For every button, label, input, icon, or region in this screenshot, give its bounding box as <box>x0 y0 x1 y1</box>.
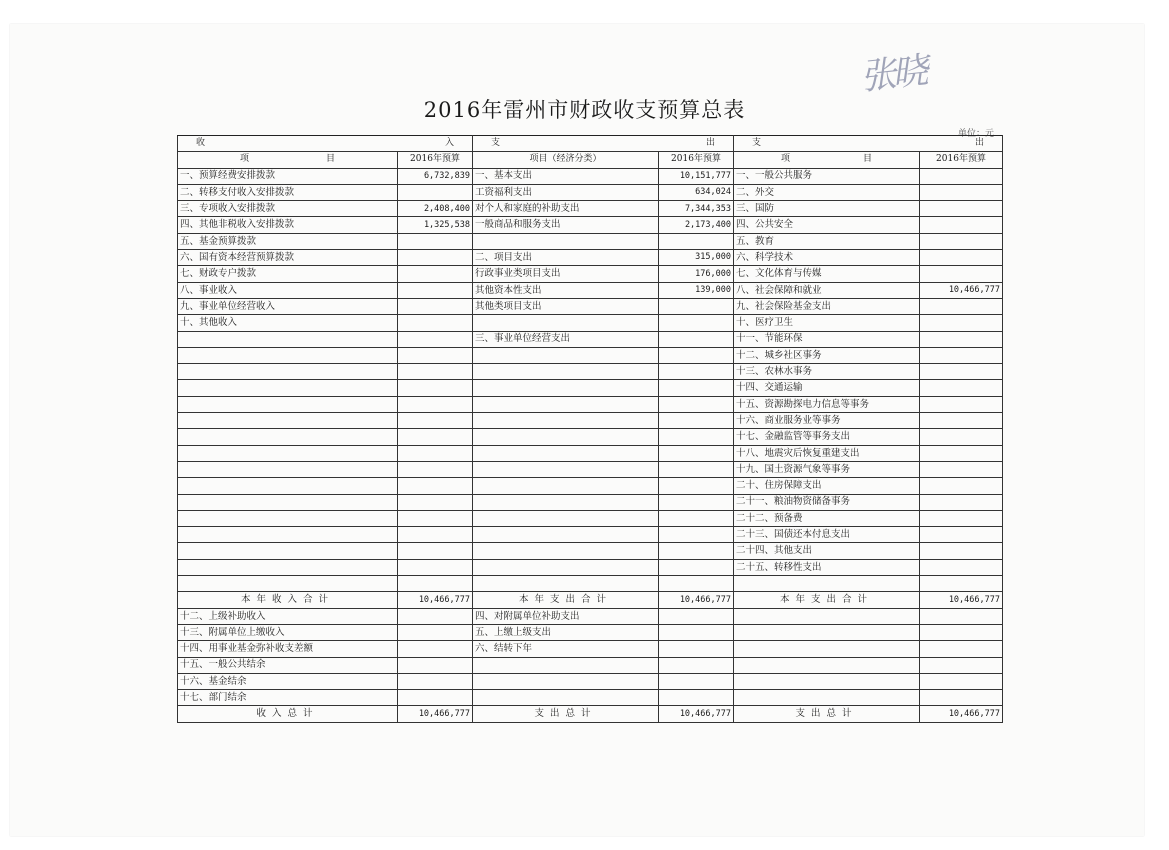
income-item-cell: 一、预算经费安排拨款 <box>178 168 398 184</box>
income-budget-cell <box>398 494 473 510</box>
table-row <box>178 576 1003 592</box>
func-budget-cell <box>920 641 1003 657</box>
func-item-cell: 十六、商业服务业等事务 <box>734 413 920 429</box>
table-row <box>178 510 1003 526</box>
econ-item-cell <box>473 510 659 526</box>
func-item-cell: 十七、金融监管等事务支出 <box>734 429 920 445</box>
income-item-cell <box>178 347 398 363</box>
table-row <box>178 543 1003 559</box>
econ-budget-cell <box>659 608 734 624</box>
table-row <box>178 429 1003 445</box>
table-row <box>178 641 1003 657</box>
econ-item-cell: 对个人和家庭的补助支出 <box>473 201 659 217</box>
econ-budget-cell <box>659 315 734 331</box>
econ-budget-cell <box>659 298 734 314</box>
table-row <box>178 364 1003 380</box>
econ-item-cell <box>473 364 659 380</box>
income-item-cell: 十五、一般公共结余 <box>178 657 398 673</box>
func-budget-cell <box>920 608 1003 624</box>
income-item-cell <box>178 413 398 429</box>
expense-func-section-header: 支 出 <box>734 136 1003 152</box>
table-row <box>178 233 1003 249</box>
income-item-cell <box>178 478 398 494</box>
econ-item-cell: 行政事业类项目支出 <box>473 266 659 282</box>
econ-item-cell <box>473 543 659 559</box>
income-item-cell <box>178 559 398 575</box>
econ-item-cell: 一般商品和服务支出 <box>473 217 659 233</box>
econ-budget-cell: 10,466,777 <box>659 592 734 608</box>
income-budget-cell <box>398 331 473 347</box>
income-budget-cell: 2,408,400 <box>398 201 473 217</box>
func-item-cell <box>734 673 920 689</box>
func-item-cell: 支出总计 <box>734 706 920 722</box>
table-row <box>178 413 1003 429</box>
econ-item-cell <box>473 478 659 494</box>
table-row <box>178 592 1003 608</box>
header-row-columns <box>178 152 1003 168</box>
func-item-cell: 五、教育 <box>734 233 920 249</box>
func-item-cell <box>734 608 920 624</box>
income-budget-cell <box>398 576 473 592</box>
econ-budget-cell <box>659 364 734 380</box>
func-item-cell: 十一、节能环保 <box>734 331 920 347</box>
table-row <box>178 396 1003 412</box>
col-header-econ-budget: 2016年预算 <box>659 152 734 168</box>
table-row <box>178 331 1003 347</box>
econ-item-cell: 本年支出合计 <box>473 592 659 608</box>
income-item-cell: 十、其他收入 <box>178 315 398 331</box>
income-budget-cell <box>398 510 473 526</box>
func-item-cell: 二十、住房保障支出 <box>734 478 920 494</box>
income-budget-cell <box>398 233 473 249</box>
func-item-cell: 二、外交 <box>734 184 920 200</box>
econ-budget-cell <box>659 494 734 510</box>
econ-budget-cell: 7,344,353 <box>659 201 734 217</box>
func-budget-cell <box>920 527 1003 543</box>
func-item-cell: 本年支出合计 <box>734 592 920 608</box>
handwritten-signature: 张晓 <box>858 50 927 99</box>
table-row <box>178 250 1003 266</box>
income-item-cell <box>178 576 398 592</box>
func-budget-cell: 10,466,777 <box>920 282 1003 298</box>
func-budget-cell <box>920 559 1003 575</box>
col-header-econ-item: 项目（经济分类） <box>473 152 659 168</box>
econ-item-cell: 三、事业单位经营支出 <box>473 331 659 347</box>
func-item-cell: 十三、农林水事务 <box>734 364 920 380</box>
econ-budget-cell: 2,173,400 <box>659 217 734 233</box>
income-budget-cell <box>398 543 473 559</box>
income-budget-cell <box>398 461 473 477</box>
func-budget-cell <box>920 445 1003 461</box>
econ-budget-cell <box>659 396 734 412</box>
income-budget-cell <box>398 184 473 200</box>
income-item-cell <box>178 429 398 445</box>
econ-budget-cell <box>659 429 734 445</box>
income-item-cell: 收入总计 <box>178 706 398 722</box>
econ-item-cell: 四、对附属单位补助支出 <box>473 608 659 624</box>
income-budget-cell <box>398 527 473 543</box>
econ-item-cell: 六、结转下年 <box>473 641 659 657</box>
income-item-cell: 五、基金预算拨款 <box>178 233 398 249</box>
econ-budget-cell <box>659 543 734 559</box>
func-budget-cell <box>920 201 1003 217</box>
income-budget-cell <box>398 641 473 657</box>
table-row <box>178 217 1003 233</box>
func-budget-cell <box>920 510 1003 526</box>
income-budget-cell <box>398 250 473 266</box>
income-budget-cell <box>398 445 473 461</box>
income-budget-cell <box>398 690 473 706</box>
budget-table <box>177 135 1003 723</box>
income-item-cell <box>178 331 398 347</box>
table-row <box>178 445 1003 461</box>
func-budget-cell <box>920 494 1003 510</box>
func-budget-cell <box>920 250 1003 266</box>
func-item-cell: 六、科学技术 <box>734 250 920 266</box>
func-item-cell: 九、社会保险基金支出 <box>734 298 920 314</box>
func-budget-cell <box>920 478 1003 494</box>
func-item-cell: 二十三、国债还本付息支出 <box>734 527 920 543</box>
income-item-cell <box>178 510 398 526</box>
income-budget-cell: 10,466,777 <box>398 706 473 722</box>
income-item-cell <box>178 527 398 543</box>
header-row-sections <box>178 136 1003 152</box>
col-header-income-item: 项 目 <box>178 152 398 168</box>
func-budget-cell <box>920 364 1003 380</box>
econ-item-cell <box>473 413 659 429</box>
econ-item-cell: 其他资本性支出 <box>473 282 659 298</box>
econ-budget-cell: 634,024 <box>659 184 734 200</box>
income-budget-cell <box>398 673 473 689</box>
func-budget-cell <box>920 331 1003 347</box>
func-budget-cell <box>920 624 1003 640</box>
income-item-cell: 四、其他非税收入安排拨款 <box>178 217 398 233</box>
table-row <box>178 478 1003 494</box>
income-item-cell <box>178 461 398 477</box>
econ-item-cell <box>473 527 659 543</box>
econ-item-cell <box>473 347 659 363</box>
econ-budget-cell <box>659 624 734 640</box>
income-item-cell: 七、财政专户拨款 <box>178 266 398 282</box>
func-item-cell <box>734 576 920 592</box>
econ-budget-cell <box>659 576 734 592</box>
table-row <box>178 380 1003 396</box>
func-budget-cell <box>920 543 1003 559</box>
unit-label: 单位：元 <box>958 129 995 139</box>
func-item-cell: 十四、交通运输 <box>734 380 920 396</box>
func-item-cell <box>734 641 920 657</box>
econ-budget-cell <box>659 559 734 575</box>
econ-item-cell: 二、项目支出 <box>473 250 659 266</box>
col-header-func-item: 项 目 <box>734 152 920 168</box>
income-item-cell: 九、事业单位经营收入 <box>178 298 398 314</box>
func-item-cell: 十五、资源勘探电力信息等事务 <box>734 396 920 412</box>
econ-budget-cell <box>659 331 734 347</box>
table-row <box>178 624 1003 640</box>
document-title: 2016年雷州市财政收支预算总表 <box>423 98 746 122</box>
income-budget-cell <box>398 266 473 282</box>
table-row <box>178 559 1003 575</box>
func-budget-cell: 10,466,777 <box>920 706 1003 722</box>
col-header-income-budget: 2016年预算 <box>398 152 473 168</box>
func-budget-cell: 10,466,777 <box>920 592 1003 608</box>
func-item-cell: 一、一般公共服务 <box>734 168 920 184</box>
func-item-cell: 二十四、其他支出 <box>734 543 920 559</box>
income-item-cell: 三、专项收入安排拨款 <box>178 201 398 217</box>
income-budget-cell: 6,732,839 <box>398 168 473 184</box>
table-row <box>178 347 1003 363</box>
econ-budget-cell <box>659 690 734 706</box>
econ-item-cell <box>473 657 659 673</box>
econ-item-cell <box>473 494 659 510</box>
econ-budget-cell <box>659 510 734 526</box>
econ-budget-cell <box>659 478 734 494</box>
income-budget-cell <box>398 347 473 363</box>
income-budget-cell <box>398 364 473 380</box>
econ-item-cell <box>473 380 659 396</box>
econ-item-cell: 五、上缴上级支出 <box>473 624 659 640</box>
table-row <box>178 168 1003 184</box>
income-budget-cell <box>398 478 473 494</box>
econ-item-cell <box>473 396 659 412</box>
econ-item-cell: 其他类项目支出 <box>473 298 659 314</box>
table-row <box>178 690 1003 706</box>
table-row <box>178 201 1003 217</box>
income-item-cell: 十七、部门结余 <box>178 690 398 706</box>
income-budget-cell <box>398 298 473 314</box>
func-budget-cell <box>920 315 1003 331</box>
table-row <box>178 494 1003 510</box>
income-item-cell: 八、事业收入 <box>178 282 398 298</box>
func-item-cell: 七、文化体育与传媒 <box>734 266 920 282</box>
income-item-cell <box>178 380 398 396</box>
income-item-cell <box>178 494 398 510</box>
econ-item-cell <box>473 461 659 477</box>
econ-budget-cell <box>659 445 734 461</box>
func-budget-cell <box>920 576 1003 592</box>
income-budget-cell <box>398 559 473 575</box>
income-budget-cell: 1,325,538 <box>398 217 473 233</box>
func-budget-cell <box>920 184 1003 200</box>
func-item-cell: 十八、地震灾后恢复重建支出 <box>734 445 920 461</box>
func-budget-cell <box>920 690 1003 706</box>
income-budget-cell <box>398 624 473 640</box>
func-item-cell: 十、医疗卫生 <box>734 315 920 331</box>
income-item-cell: 十二、上级补助收入 <box>178 608 398 624</box>
econ-budget-cell <box>659 461 734 477</box>
func-budget-cell <box>920 347 1003 363</box>
income-item-cell: 十六、基金结余 <box>178 673 398 689</box>
econ-budget-cell <box>659 657 734 673</box>
func-item-cell: 二十一、粮油物资储备事务 <box>734 494 920 510</box>
table-row <box>178 282 1003 298</box>
func-item-cell: 二十二、预备费 <box>734 510 920 526</box>
income-budget-cell <box>398 380 473 396</box>
income-item-cell: 十三、附属单位上缴收入 <box>178 624 398 640</box>
income-item-cell <box>178 543 398 559</box>
table-row <box>178 657 1003 673</box>
income-item-cell: 二、转移支付收入安排拨款 <box>178 184 398 200</box>
econ-item-cell <box>473 576 659 592</box>
econ-item-cell <box>473 559 659 575</box>
income-item-cell <box>178 364 398 380</box>
income-budget-cell <box>398 657 473 673</box>
income-item-cell: 本年收入合计 <box>178 592 398 608</box>
econ-budget-cell <box>659 380 734 396</box>
econ-item-cell: 工资福利支出 <box>473 184 659 200</box>
func-budget-cell <box>920 429 1003 445</box>
func-item-cell <box>734 657 920 673</box>
table-row <box>178 266 1003 282</box>
table-row <box>178 184 1003 200</box>
econ-budget-cell <box>659 413 734 429</box>
table-row <box>178 706 1003 722</box>
table-row <box>178 608 1003 624</box>
income-budget-cell <box>398 282 473 298</box>
econ-item-cell <box>473 673 659 689</box>
income-section-header: 收 入 <box>178 136 473 152</box>
income-budget-cell <box>398 429 473 445</box>
table-row <box>178 298 1003 314</box>
econ-item-cell <box>473 315 659 331</box>
income-item-cell: 六、国有资本经营预算拨款 <box>178 250 398 266</box>
func-item-cell: 三、国防 <box>734 201 920 217</box>
econ-budget-cell <box>659 233 734 249</box>
econ-item-cell <box>473 445 659 461</box>
income-budget-cell <box>398 396 473 412</box>
func-budget-cell <box>920 266 1003 282</box>
income-budget-cell <box>398 413 473 429</box>
income-budget-cell: 10,466,777 <box>398 592 473 608</box>
econ-budget-cell: 315,000 <box>659 250 734 266</box>
econ-budget-cell <box>659 347 734 363</box>
func-budget-cell <box>920 396 1003 412</box>
func-item-cell: 二十五、转移性支出 <box>734 559 920 575</box>
econ-budget-cell: 10,151,777 <box>659 168 734 184</box>
income-budget-cell <box>398 315 473 331</box>
func-item-cell: 十九、国土资源气象等事务 <box>734 461 920 477</box>
econ-item-cell: 支出总计 <box>473 706 659 722</box>
func-budget-cell <box>920 298 1003 314</box>
econ-budget-cell: 176,000 <box>659 266 734 282</box>
func-budget-cell <box>920 233 1003 249</box>
table-row <box>178 461 1003 477</box>
func-item-cell: 八、社会保障和就业 <box>734 282 920 298</box>
table-row <box>178 673 1003 689</box>
func-budget-cell <box>920 673 1003 689</box>
func-item-cell <box>734 690 920 706</box>
func-budget-cell <box>920 461 1003 477</box>
econ-budget-cell: 139,000 <box>659 282 734 298</box>
func-item-cell: 四、公共安全 <box>734 217 920 233</box>
table-row <box>178 315 1003 331</box>
econ-budget-cell <box>659 673 734 689</box>
func-item-cell <box>734 624 920 640</box>
income-item-cell: 十四、用事业基金弥补收支差额 <box>178 641 398 657</box>
expense-econ-section-header: 支 出 <box>473 136 734 152</box>
econ-budget-cell <box>659 527 734 543</box>
col-header-func-budget: 2016年预算 <box>920 152 1003 168</box>
func-budget-cell <box>920 413 1003 429</box>
func-budget-cell <box>920 217 1003 233</box>
func-budget-cell <box>920 168 1003 184</box>
income-budget-cell <box>398 608 473 624</box>
econ-item-cell <box>473 429 659 445</box>
income-item-cell <box>178 445 398 461</box>
econ-budget-cell <box>659 641 734 657</box>
func-budget-cell <box>920 380 1003 396</box>
econ-item-cell <box>473 690 659 706</box>
func-budget-cell <box>920 657 1003 673</box>
func-item-cell: 十二、城乡社区事务 <box>734 347 920 363</box>
econ-item-cell <box>473 233 659 249</box>
econ-budget-cell: 10,466,777 <box>659 706 734 722</box>
econ-item-cell: 一、基本支出 <box>473 168 659 184</box>
income-item-cell <box>178 396 398 412</box>
table-row <box>178 527 1003 543</box>
